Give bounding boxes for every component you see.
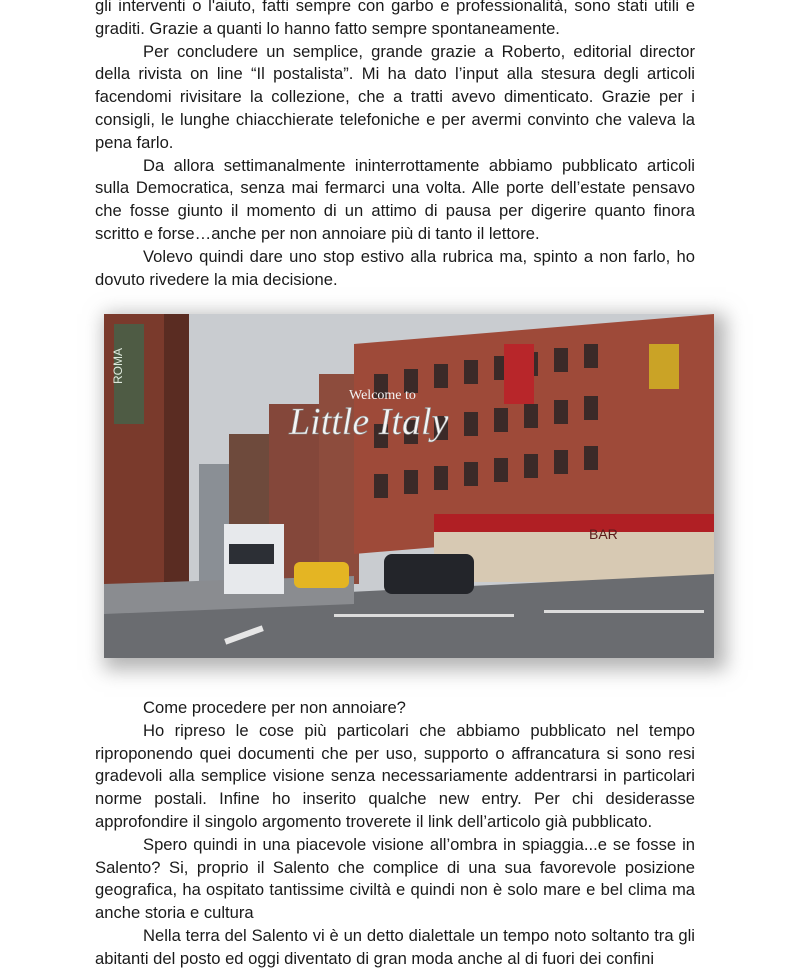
paragraph-weekly-articles: Da allora settimanalmente ininterrottamente abbiamo pubblicato articoli sulla Democratica, senza mai fermarci una volta. Alle porte dell’estate pensavo che fosse giunto il momento di un attimo di pausa per digerire quanto finora scritto e forse…anche per non annoiare più di tanto il lettore. — [95, 155, 695, 243]
paragraph-thanks-roberto: Per concludere un semplice, grande grazie a Roberto, editorial director della rivista on line “Il postalista”. Mi ha dato l’input alla stesura degli articoli facendomi rivisitare la collezione, che a tratti avevo dimenticato. Grazie per i consigli, le lunghe chiacchierate telefoniche e per avermi convinto che valeva la pena farlo. — [95, 41, 695, 152]
paragraph-summer-stop: Volevo quindi dare uno stop estivo alla rubrica ma, spinto a non farlo, ho dovuto rivedere la mia decisione. — [95, 246, 695, 289]
paragraph-question: Come procedere per non annoiare? — [143, 698, 406, 717]
bottom-text-block — [95, 697, 695, 971]
paragraph-salento: Spero quindi in una piacevole visione all’ombra in spiaggia...e se fosse in Salento? Si, proprio il Salento che complice di una sua favorevole posizione geografica, ha ospitato tantissime civiltà e quindi non è solo mare e bel clima ma anche storia e cultura — [95, 834, 695, 923]
storefront-bar-text: BAR — [589, 526, 618, 542]
paragraph-documents: Ho ripreso le cose più particolari che abbiamo pubblicato nel tempo riproponendo quei documenti che per uso, supporto o affrancatura si sono resi gradevoli alla semplice visione senza necessariamente addentrarsi in particolari norme postali. Infine ho inserito qualche new entry. Per chi desiderasse approfondire il singolo argomento troverete il link dell’articolo già pubblicato. — [95, 720, 695, 831]
sign-little-italy-text: Little Italy — [289, 401, 449, 443]
left-sign-roma-text: ROMA — [111, 348, 125, 384]
paragraph-continuation: gli interventi o l'aiuto, fatti sempre con garbo e professionalità, sono stati utili e graditi. Grazie a quanti lo hanno fatto sempre spontaneamente. — [95, 0, 695, 38]
sign-welcome-text: Welcome to — [349, 388, 416, 403]
top-text-block — [95, 0, 695, 291]
street-photo — [104, 314, 714, 658]
paragraph-dialect-saying: Nella terra del Salento vi è un detto dialettale un tempo noto soltanto tra gli abitanti del posto ed oggi diventato di gran moda anche al di fuori dei confini — [95, 925, 695, 968]
